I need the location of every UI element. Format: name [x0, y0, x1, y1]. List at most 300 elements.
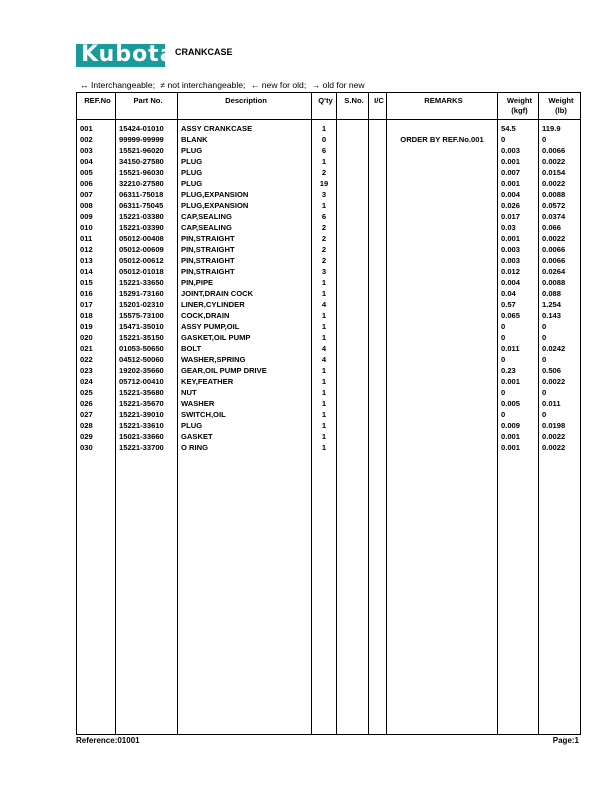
cell-weight-kgf: 54.5 [498, 120, 539, 135]
kubota-logo [76, 42, 176, 67]
cell-ref: 022 [77, 354, 116, 365]
cell-remarks [387, 156, 498, 167]
cell-remarks [387, 442, 498, 453]
cell-weight-kgf: 0.007 [498, 167, 539, 178]
cell-weight-kgf: 0.001 [498, 178, 539, 189]
cell-weight-kgf: 0.026 [498, 200, 539, 211]
cell-qty: 2 [312, 222, 337, 233]
col-description: Description [178, 93, 312, 120]
cell-remarks [387, 167, 498, 178]
col-part-no: Part No. [116, 93, 178, 120]
cell-weight-lb: 0.0022 [539, 376, 581, 387]
cell-ic [369, 354, 387, 365]
table-row [77, 299, 581, 310]
filler-cell [116, 453, 178, 735]
col-s-no: S.No. [337, 93, 369, 120]
cell-ref: 028 [77, 420, 116, 431]
cell-sno [337, 266, 369, 277]
cell-remarks [387, 189, 498, 200]
cell-desc: PLUG,EXPANSION [178, 200, 312, 211]
cell-remarks [387, 200, 498, 211]
cell-remarks [387, 178, 498, 189]
cell-ref: 029 [77, 431, 116, 442]
cell-weight-kgf: 0.017 [498, 211, 539, 222]
cell-ic [369, 332, 387, 343]
table-filler-row [77, 453, 581, 735]
cell-desc: ASSY CRANKCASE [178, 120, 312, 135]
cell-desc: WASHER,SPRING [178, 354, 312, 365]
cell-weight-lb: 0.0022 [539, 431, 581, 442]
col-weight-kgf [498, 93, 539, 120]
table-row [77, 255, 581, 266]
col-weight-kgf-label: Weight [506, 96, 533, 105]
cell-qty: 1 [312, 387, 337, 398]
col-remarks: REMARKS [387, 93, 498, 120]
cell-qty: 1 [312, 288, 337, 299]
cell-remarks [387, 244, 498, 255]
cell-part: 05012-00408 [116, 233, 178, 244]
cell-remarks [387, 145, 498, 156]
cell-qty: 2 [312, 233, 337, 244]
cell-sno [337, 134, 369, 145]
cell-qty: 1 [312, 398, 337, 409]
cell-desc: PLUG [178, 420, 312, 431]
cell-part: 05012-01018 [116, 266, 178, 277]
cell-qty: 4 [312, 343, 337, 354]
cell-ic [369, 211, 387, 222]
cell-ref: 012 [77, 244, 116, 255]
cell-sno [337, 409, 369, 420]
cell-ref: 004 [77, 156, 116, 167]
brand-wordmark: Kubota [81, 42, 176, 67]
cell-sno [337, 343, 369, 354]
cell-remarks [387, 120, 498, 135]
cell-ic [369, 376, 387, 387]
cell-ic [369, 420, 387, 431]
cell-qty: 2 [312, 255, 337, 266]
cell-desc: GASKET [178, 431, 312, 442]
table-row [77, 145, 581, 156]
table-row [77, 120, 581, 135]
cell-desc: PLUG [178, 167, 312, 178]
cell-weight-lb: 0.0066 [539, 244, 581, 255]
table-row [77, 233, 581, 244]
cell-weight-kgf: 0.004 [498, 277, 539, 288]
cell-sno [337, 354, 369, 365]
cell-qty: 3 [312, 266, 337, 277]
cell-remarks [387, 398, 498, 409]
cell-ref: 008 [77, 200, 116, 211]
cell-desc: PIN,STRAIGHT [178, 233, 312, 244]
cell-ic [369, 398, 387, 409]
legend-interchangeable: ↔ Interchangeable; [80, 80, 156, 90]
cell-part: 15291-73160 [116, 288, 178, 299]
footer-page-number: Page:1 [552, 736, 579, 745]
cell-remarks [387, 431, 498, 442]
cell-desc: JOINT,DRAIN COCK [178, 288, 312, 299]
cell-weight-lb: 0.0198 [539, 420, 581, 431]
cell-weight-lb: 0 [539, 332, 581, 343]
table-header-row [77, 93, 581, 120]
filler-cell [312, 453, 337, 735]
cell-qty: 3 [312, 189, 337, 200]
cell-ic [369, 266, 387, 277]
cell-ic [369, 120, 387, 135]
cell-weight-kgf: 0.03 [498, 222, 539, 233]
cell-part: 06311-75018 [116, 189, 178, 200]
cell-weight-lb: 0 [539, 387, 581, 398]
cell-weight-kgf: 0.23 [498, 365, 539, 376]
cell-remarks [387, 321, 498, 332]
col-ic: I/C [369, 93, 387, 120]
table-row [77, 365, 581, 376]
cell-ref: 002 [77, 134, 116, 145]
cell-desc: PLUG [178, 145, 312, 156]
cell-part: 32210-27580 [116, 178, 178, 189]
cell-ref: 019 [77, 321, 116, 332]
table-row [77, 431, 581, 442]
cell-desc: KEY,FEATHER [178, 376, 312, 387]
legend-old-for-new: → old for new [311, 80, 365, 90]
cell-weight-lb: 0.0022 [539, 156, 581, 167]
cell-part: 15221-35150 [116, 332, 178, 343]
cell-qty: 1 [312, 120, 337, 135]
cell-qty: 1 [312, 310, 337, 321]
cell-remarks: ORDER BY REF.No.001 [387, 134, 498, 145]
cell-ic [369, 365, 387, 376]
cell-sno [337, 321, 369, 332]
cell-part: 15201-02310 [116, 299, 178, 310]
table-row [77, 288, 581, 299]
cell-ic [369, 277, 387, 288]
cell-weight-kgf: 0 [498, 387, 539, 398]
table-row [77, 189, 581, 200]
cell-ic [369, 200, 387, 211]
cell-qty: 6 [312, 145, 337, 156]
filler-cell [369, 453, 387, 735]
table-row [77, 409, 581, 420]
cell-remarks [387, 409, 498, 420]
cell-desc: SWITCH,OIL [178, 409, 312, 420]
cell-sno [337, 189, 369, 200]
cell-sno [337, 288, 369, 299]
cell-ref: 015 [77, 277, 116, 288]
table-row [77, 156, 581, 167]
cell-sno [337, 178, 369, 189]
cell-sno [337, 387, 369, 398]
col-weight-lb-label: Weight [548, 96, 574, 105]
cell-qty: 0 [312, 134, 337, 145]
cell-qty: 4 [312, 354, 337, 365]
cell-ref: 014 [77, 266, 116, 277]
cell-desc: CAP,SEALING [178, 222, 312, 233]
cell-desc: PLUG,EXPANSION [178, 189, 312, 200]
cell-remarks [387, 420, 498, 431]
cell-weight-kgf: 0.004 [498, 189, 539, 200]
cell-part: 34150-27580 [116, 156, 178, 167]
table-body [77, 120, 581, 735]
cell-ic [369, 244, 387, 255]
cell-weight-lb: 0.0022 [539, 442, 581, 453]
cell-ic [369, 145, 387, 156]
cell-sno [337, 365, 369, 376]
cell-qty: 19 [312, 178, 337, 189]
cell-desc: ASSY PUMP,OIL [178, 321, 312, 332]
cell-weight-lb: 0.0088 [539, 189, 581, 200]
cell-ic [369, 299, 387, 310]
table-row [77, 266, 581, 277]
cell-ref: 020 [77, 332, 116, 343]
cell-qty: 1 [312, 321, 337, 332]
cell-part: 15221-33700 [116, 442, 178, 453]
cell-part: 15521-96020 [116, 145, 178, 156]
cell-remarks [387, 222, 498, 233]
cell-ref: 005 [77, 167, 116, 178]
cell-weight-kgf: 0.065 [498, 310, 539, 321]
cell-ref: 023 [77, 365, 116, 376]
cell-qty: 1 [312, 156, 337, 167]
cell-remarks [387, 354, 498, 365]
page-title: CRANKCASE [175, 47, 233, 57]
cell-desc: PIN,STRAIGHT [178, 255, 312, 266]
cell-qty: 1 [312, 365, 337, 376]
cell-desc: LINER,CYLINDER [178, 299, 312, 310]
cell-ic [369, 288, 387, 299]
cell-sno [337, 420, 369, 431]
cell-ref: 011 [77, 233, 116, 244]
cell-sno [337, 200, 369, 211]
filler-cell [178, 453, 312, 735]
cell-ic [369, 343, 387, 354]
cell-desc: GASKET,OIL PUMP [178, 332, 312, 343]
parts-table [76, 92, 581, 735]
table-row [77, 310, 581, 321]
cell-qty: 1 [312, 409, 337, 420]
cell-sno [337, 442, 369, 453]
cell-part: 15221-33610 [116, 420, 178, 431]
cell-desc: CAP,SEALING [178, 211, 312, 222]
cell-weight-kgf: 0 [498, 321, 539, 332]
cell-sno [337, 332, 369, 343]
cell-remarks [387, 233, 498, 244]
cell-remarks [387, 299, 498, 310]
cell-weight-lb: 0.066 [539, 222, 581, 233]
cell-sno [337, 277, 369, 288]
cell-remarks [387, 288, 498, 299]
filler-cell [387, 453, 498, 735]
cell-remarks [387, 376, 498, 387]
cell-part: 15221-33650 [116, 277, 178, 288]
cell-desc: PLUG [178, 156, 312, 167]
cell-qty: 1 [312, 442, 337, 453]
cell-sno [337, 120, 369, 135]
table-row [77, 277, 581, 288]
cell-ref: 030 [77, 442, 116, 453]
cell-remarks [387, 310, 498, 321]
cell-ref: 017 [77, 299, 116, 310]
cell-ic [369, 189, 387, 200]
cell-ref: 003 [77, 145, 116, 156]
cell-weight-kgf: 0.001 [498, 376, 539, 387]
cell-weight-kgf: 0.04 [498, 288, 539, 299]
filler-cell [77, 453, 116, 735]
cell-part: 15424-01010 [116, 120, 178, 135]
col-ref-no: REF.No [77, 93, 116, 120]
cell-weight-kgf: 0 [498, 409, 539, 420]
cell-weight-kgf: 0 [498, 332, 539, 343]
cell-weight-kgf: 0.003 [498, 255, 539, 266]
table-row [77, 222, 581, 233]
cell-qty: 4 [312, 299, 337, 310]
cell-weight-kgf: 0.003 [498, 145, 539, 156]
cell-sno [337, 310, 369, 321]
cell-ref: 025 [77, 387, 116, 398]
cell-part: 05712-00410 [116, 376, 178, 387]
table-row [77, 354, 581, 365]
cell-qty: 1 [312, 277, 337, 288]
cell-ref: 009 [77, 211, 116, 222]
cell-remarks [387, 277, 498, 288]
cell-remarks [387, 211, 498, 222]
table-row [77, 167, 581, 178]
legend-new-for-old: ← new for old; [250, 80, 307, 90]
table-row [77, 398, 581, 409]
cell-ic [369, 134, 387, 145]
cell-weight-lb: 0 [539, 134, 581, 145]
cell-desc: PIN,STRAIGHT [178, 266, 312, 277]
table-row [77, 420, 581, 431]
cell-weight-kgf: 0.009 [498, 420, 539, 431]
cell-part: 15521-96030 [116, 167, 178, 178]
filler-cell [539, 453, 581, 735]
cell-part: 15221-03390 [116, 222, 178, 233]
cell-desc: NUT [178, 387, 312, 398]
table-row [77, 244, 581, 255]
cell-weight-kgf: 0 [498, 134, 539, 145]
cell-ref: 010 [77, 222, 116, 233]
cell-qty: 6 [312, 211, 337, 222]
cell-weight-kgf: 0.003 [498, 244, 539, 255]
cell-ref: 026 [77, 398, 116, 409]
cell-ic [369, 442, 387, 453]
cell-part: 15221-35670 [116, 398, 178, 409]
cell-qty: 2 [312, 167, 337, 178]
cell-ic [369, 167, 387, 178]
table-row [77, 178, 581, 189]
cell-weight-lb: 0.088 [539, 288, 581, 299]
cell-weight-lb: 0 [539, 354, 581, 365]
cell-ic [369, 156, 387, 167]
cell-sno [337, 244, 369, 255]
cell-qty: 1 [312, 420, 337, 431]
cell-ic [369, 431, 387, 442]
cell-ic [369, 310, 387, 321]
cell-desc: GEAR,OIL PUMP DRIVE [178, 365, 312, 376]
legend [80, 80, 368, 90]
cell-weight-lb: 0.0154 [539, 167, 581, 178]
cell-desc: O RING [178, 442, 312, 453]
cell-part: 15471-35010 [116, 321, 178, 332]
cell-desc: PIN,PIPE [178, 277, 312, 288]
cell-ref: 013 [77, 255, 116, 266]
cell-ic [369, 255, 387, 266]
cell-sno [337, 398, 369, 409]
cell-sno [337, 376, 369, 387]
cell-ic [369, 387, 387, 398]
cell-weight-lb: 0 [539, 409, 581, 420]
cell-part: 15021-33660 [116, 431, 178, 442]
cell-part: 06311-75045 [116, 200, 178, 211]
cell-part: 99999-99999 [116, 134, 178, 145]
cell-desc: BLANK [178, 134, 312, 145]
filler-cell [498, 453, 539, 735]
cell-weight-kgf: 0.005 [498, 398, 539, 409]
cell-weight-lb: 0 [539, 321, 581, 332]
filler-cell [337, 453, 369, 735]
parts-table-container [76, 92, 580, 735]
cell-ref: 001 [77, 120, 116, 135]
table-row [77, 376, 581, 387]
cell-weight-lb: 0.143 [539, 310, 581, 321]
cell-remarks [387, 343, 498, 354]
cell-desc: PLUG [178, 178, 312, 189]
cell-ref: 021 [77, 343, 116, 354]
cell-weight-lb: 0.0088 [539, 277, 581, 288]
cell-part: 05012-00609 [116, 244, 178, 255]
cell-qty: 2 [312, 244, 337, 255]
cell-desc: BOLT [178, 343, 312, 354]
cell-sno [337, 255, 369, 266]
cell-weight-kgf: 0.001 [498, 442, 539, 453]
cell-ref: 024 [77, 376, 116, 387]
cell-weight-kgf: 0.57 [498, 299, 539, 310]
cell-part: 01053-50650 [116, 343, 178, 354]
cell-weight-kgf: 0.012 [498, 266, 539, 277]
cell-weight-kgf: 0.001 [498, 233, 539, 244]
cell-desc: WASHER [178, 398, 312, 409]
cell-desc: COCK,DRAIN [178, 310, 312, 321]
table-row [77, 200, 581, 211]
cell-weight-kgf: 0 [498, 354, 539, 365]
cell-weight-lb: 0.0022 [539, 233, 581, 244]
cell-remarks [387, 255, 498, 266]
table-row [77, 387, 581, 398]
col-weight-lb [539, 93, 581, 120]
cell-ic [369, 178, 387, 189]
cell-ic [369, 321, 387, 332]
cell-ic [369, 409, 387, 420]
cell-ref: 027 [77, 409, 116, 420]
cell-qty: 1 [312, 376, 337, 387]
cell-weight-kgf: 0.011 [498, 343, 539, 354]
cell-ic [369, 222, 387, 233]
footer-reference: Reference:01001 [76, 736, 140, 745]
cell-ref: 016 [77, 288, 116, 299]
cell-sno [337, 211, 369, 222]
table-row [77, 321, 581, 332]
cell-sno [337, 145, 369, 156]
table-row [77, 134, 581, 145]
cell-sno [337, 167, 369, 178]
cell-qty: 1 [312, 431, 337, 442]
cell-sno [337, 222, 369, 233]
table-row [77, 442, 581, 453]
cell-weight-lb: 0.506 [539, 365, 581, 376]
cell-ref: 006 [77, 178, 116, 189]
cell-qty: 1 [312, 332, 337, 343]
cell-remarks [387, 332, 498, 343]
cell-weight-lb: 0.0374 [539, 211, 581, 222]
